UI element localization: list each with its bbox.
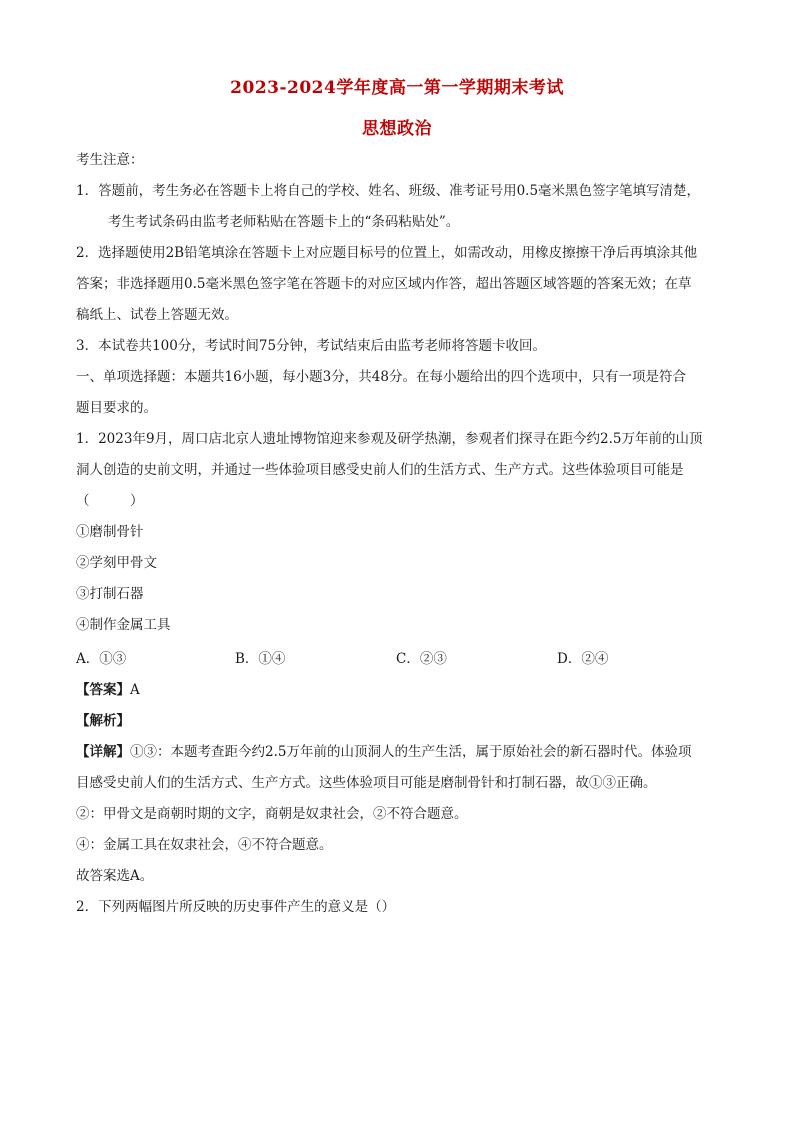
q1-option-a: A．①③: [76, 651, 127, 667]
q1-answer: [76, 681, 726, 699]
q1-detail-cont: 目感受史前人们的生活方式、生产方式。这些体验项目可能是磨制骨针和打制石器，故①③正确。: [76, 775, 657, 791]
q1-option-c: C．②③: [396, 651, 447, 667]
q1-detail-2: ②：甲骨文是商朝时期的文字，商朝是奴隶社会，②不符合题意。: [76, 806, 468, 822]
q1-stem: 1．2023年9月，周口店北京人遗址博物馆迎来参观及研学热潮，参观者们探寻在距今约2.5万年前的山顶: [76, 431, 703, 447]
q2-stem: 2．下列两幅图片所反映的历史事件产生的意义是（）: [76, 899, 396, 915]
q1-item-4: ④制作金属工具: [76, 617, 171, 633]
q1-detail: [76, 743, 726, 761]
notice-item-2: 2．选择题使用2B铅笔填涂在答题卡上对应题目标号的位置上，如需改动，用橡皮擦擦干净后再填涂其他: [76, 245, 698, 261]
exam-title: 2023-2024学年度高一第一学期期末考试: [230, 78, 564, 98]
notice-item-3: 3．本试卷共100分，考试时间75分钟，考试结束后由监考老师将答题卡收回。: [76, 338, 547, 354]
q1-option-d: D．②④: [557, 651, 609, 667]
q1-item-2: ②学刻甲骨文: [76, 555, 157, 571]
q1-answer-blank: （ ）: [76, 493, 144, 509]
notice-heading: 考生注意：: [76, 152, 144, 168]
notice-item-2-cont2: 稿纸上、试卷上答题无效。: [76, 307, 238, 323]
answer-label: 【答案】: [76, 682, 130, 698]
q1-stem-cont: 洞人创造的史前文明，并通过一些体验项目感受史前人们的生活方式、生产方式。这些体验项目可能是: [76, 462, 684, 478]
q1-option-b: B．①④: [235, 651, 286, 667]
q1-item-3: ③打制石器: [76, 586, 144, 602]
analysis-label: 【解析】: [76, 713, 130, 729]
section-heading-cont: 题目要求的。: [76, 400, 157, 416]
q1-analysis-label: [76, 712, 726, 730]
exam-subject: 思想政治: [362, 119, 432, 139]
notice-item-1: 1．答题前，考生务必在答题卡上将自己的学校、姓名、班级、准考证号用0.5毫米黑色签字笔填写清楚，: [76, 183, 701, 199]
q1-conclusion: 故答案选A。: [76, 868, 154, 884]
detail-text: ①③：本题考查距今约2.5万年前的山顶洞人的生产生活，属于原始社会的新石器时代。体验项: [130, 744, 692, 760]
notice-item-2-cont: 答案；非选择题用0.5毫米黑色签字笔在答题卡的对应区域内作答，超出答题区域答题的答案无效；在草: [76, 276, 692, 292]
section-heading: 一、单项选择题：本题共16小题，每小题3分，共48分。在每小题给出的四个选项中，只有一项是符合: [76, 369, 686, 385]
answer-value: A: [130, 682, 140, 698]
q1-item-1: ①磨制骨针: [76, 524, 144, 540]
notice-item-1-cont: 考生考试条码由监考老师粘贴在答题卡上的“条码粘贴处”。: [108, 214, 460, 230]
detail-label: 【详解】: [76, 744, 130, 760]
q1-detail-4: ④：金属工具在奴隶社会，④不符合题意。: [76, 837, 333, 853]
